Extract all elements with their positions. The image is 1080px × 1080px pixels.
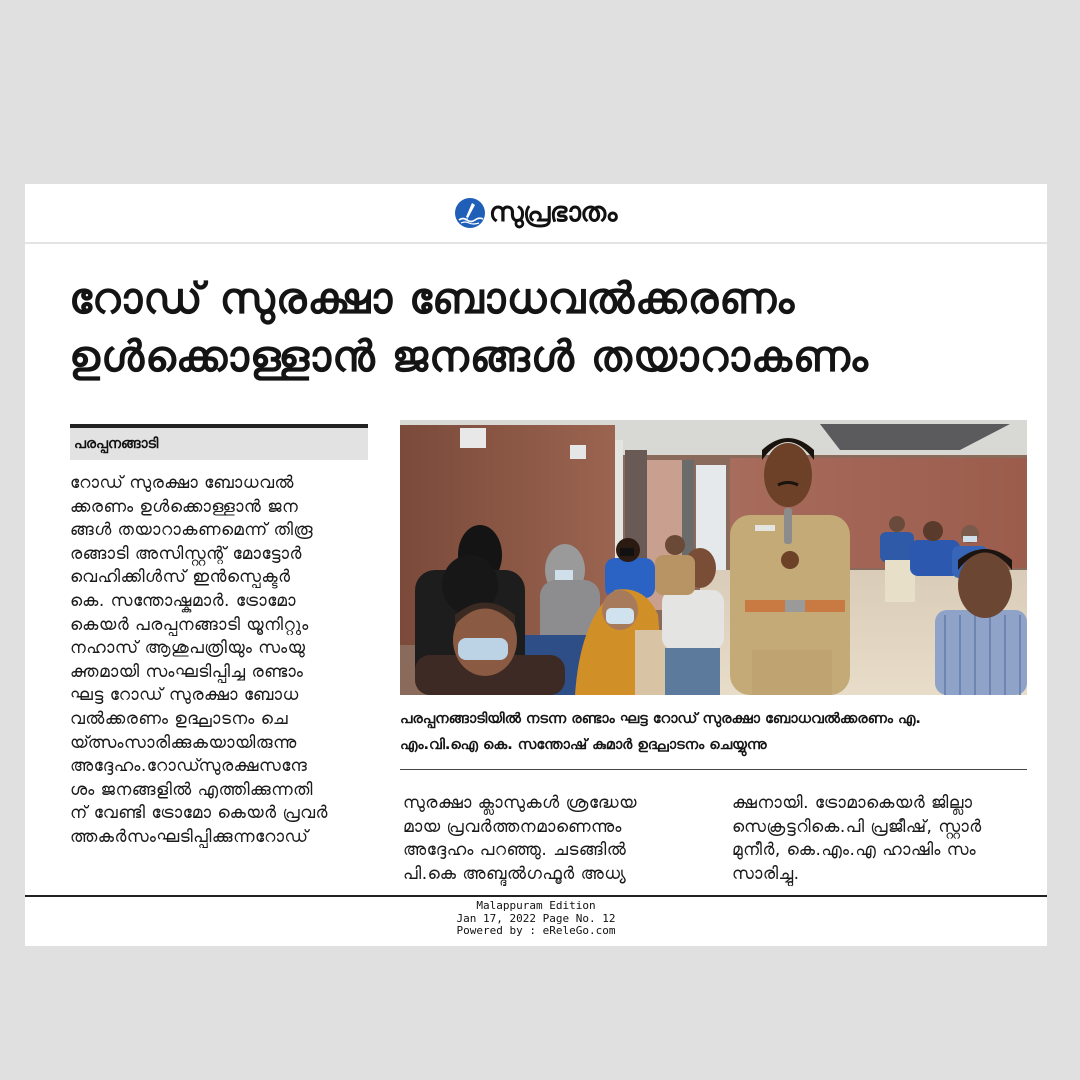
text-line: നഹാസ് ആശുപത്രിയും സംയു [70,638,306,659]
caption-divider [400,769,1027,770]
clipping-content [25,184,1047,895]
article-column-3 [732,792,1032,886]
column-1-text [70,472,368,850]
masthead [25,184,1047,244]
headline-line-1: റോഡ് സുരക്ഷാ ബോധവൽക്കരണം [69,274,796,324]
text-line: ഘട്ട റോഡ് സുരക്ഷാ ബോധ [70,685,299,706]
text-line: കെയർ പരപ്പനങ്ങാടി യൂനിറ്റും [70,614,309,635]
edition-footer [25,900,1047,938]
text-line: സാരിച്ചു. [732,863,800,884]
text-line: ങ്ങൾ തയാറാകണമെന്ന് തിരൂ [70,520,314,541]
column-2-text [403,792,703,886]
edition-name: Malappuram Edition [476,899,596,912]
footer-divider [25,895,1047,897]
publication-name: സുപ്രഭാതം [489,197,617,228]
text-line: മുനീർ, കെ.എം.എ ഹാഷിം സം [732,840,977,861]
text-line: യ്ത്സംസാരിക്കുകയായിരുന്നു [70,732,297,753]
text-line: സെക്രട്ടറികെ.പി പ്രജീഷ്, സ്റ്റാർ [732,816,982,837]
text-line: ക്കരണം ഉൾക്കൊള്ളാൻ ജന [70,496,299,517]
text-line: അദ്ദേഹം.റോഡ്സുരക്ഷസന്ദേ [70,756,308,777]
photo-caption [400,706,1027,758]
text-line: രങ്ങാടി അസിസ്റ്റന്റ് മോട്ടോർ [70,543,302,564]
column-3-text [732,792,1032,886]
headline-line-2: ഉൾക്കൊള്ളാൻ ജനങ്ങൾ തയാറാകണം [69,332,869,382]
text-line: ക്ഷനായി. ട്രോമാകെയർ ജില്ലാ [732,793,973,813]
caption-line-1: പരപ്പനങ്ങാടിയിൽ നടന്ന രണ്ടാം ഘട്ട റോഡ് സുരക്ഷാ ബോധവൽക്കരണം എ. [400,711,921,727]
headline [69,270,1029,386]
text-line: റോഡ് സുരക്ഷാ ബോധവൽ [70,473,294,493]
text-line: വെഹിക്കിൾസ് ഇൻസ്പെക്ടർ [70,567,291,588]
edition-date-page: Jan 17, 2022 Page No. 12 [456,911,616,925]
text-line: പി.കെ അബ്ദുൽഗഫൂർ അധ്യ [403,863,627,884]
pen-nib-wave-icon [455,198,485,228]
text-line: സുരക്ഷാ ക്ലാസുകൾ ശ്രദ്ധേയ [403,793,637,813]
powered-by: Powered by : eReleGo.com [456,924,616,937]
text-line: ശം ജനങ്ങളിൽ എത്തിക്കുന്നതി [70,779,313,800]
text-line: കെ. സന്തോഷ്കുമാർ. ട്രോമോ [70,590,297,611]
text-line: ന് വേണ്ടി ട്രോമോ കെയർ പ്രവർ [70,803,328,824]
news-photo [400,420,1027,695]
text-line: അദ്ദേഹം പറഞ്ഞു. ചടങ്ങിൽ [403,840,627,861]
text-line: വൽക്കരണം ഉദ്ഘാടനം ചെ [70,708,289,729]
article-column-2 [403,792,703,886]
text-line: ക്തമായി സംഘടിപ്പിച്ച രണ്ടാം [70,661,304,682]
text-line: ത്തകർസംഘടിപ്പിക്കുന്നറോഡ് [70,826,309,847]
article-column-1 [70,424,368,850]
newspaper-clipping [25,184,1047,946]
dateline: പരപ്പനങ്ങാടി [70,428,368,460]
caption-line-2: എം.വി.ഐ കെ. സന്തോഷ് കുമാർ ഉദ്ഘാടനം ചെയ്യുന്നു [400,737,767,753]
text-line: മായ പ്രവർത്തനമാണെന്നും [403,816,622,837]
photo-scene [400,420,1027,695]
